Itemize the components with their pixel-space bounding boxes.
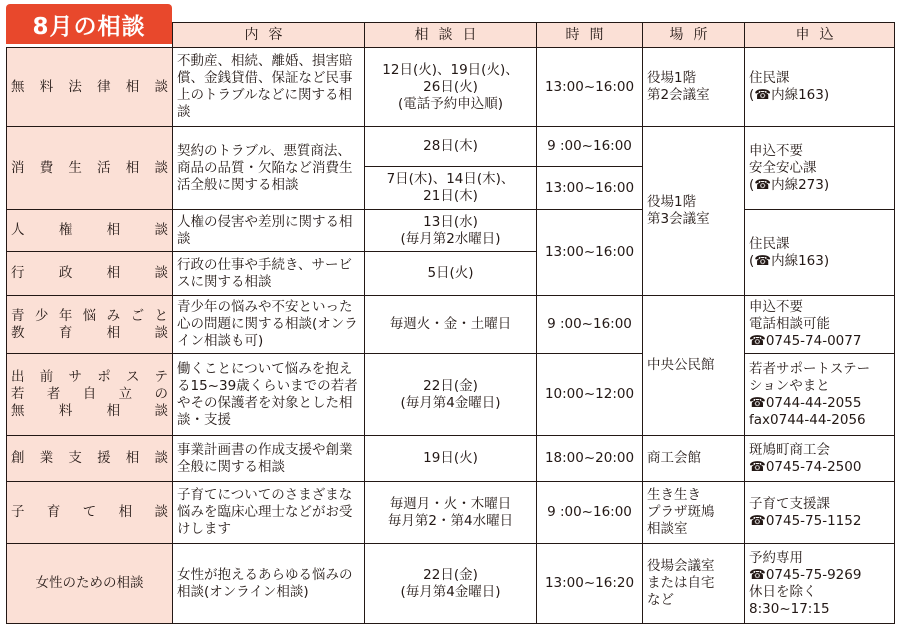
apply-line: 住民課 [749,70,790,86]
content-cell: 契約のトラブル、悪質商法、商品の品質・欠陥など消費生活全般に関する相談 [173,127,365,210]
place-line: プラザ斑鳩 [647,504,715,520]
apply-cell [745,127,895,210]
category-label: 女性のための相談 [35,575,144,591]
place-cell [643,296,745,436]
date-cell [365,48,537,127]
apply-line: ☎0745-74-2500 [749,458,862,475]
content-cell: 人権の侵害や差別に関する相談 [173,210,365,252]
date-line: (毎月第4金曜日) [400,394,501,411]
apply-line: 斑鳩町商工会 [749,441,830,458]
time-cell: 18:00~20:00 [537,436,643,482]
date-line: 毎週月・火・木曜日 [389,495,512,512]
date-line: 7日(木)、14日(木)、 [386,171,515,187]
time-cell: 13:00~16:00 [537,210,643,296]
date-cell [365,354,537,436]
header-time: 時間 [537,23,643,48]
apply-line: ションやまと [749,377,830,394]
place-line: 第3会議室 [647,211,710,227]
category-label: 人権相談 [11,222,168,238]
content-cell: 子育てについてのさまざまな悩みを臨床心理士などがお受けします [173,482,365,544]
date-cell [365,482,537,544]
date-cell [365,544,537,624]
time-cell: 9 :00~16:00 [537,482,643,544]
apply-cell [745,210,895,296]
date-line: 26日(火) [423,78,478,95]
time-cell: 13:00~16:00 [537,167,643,210]
place-cell [643,48,745,127]
time-cell: 9 :00~16:00 [537,127,643,167]
time-cell: 10:00~12:00 [537,354,643,436]
category-label: 創業支援相談 [11,450,168,466]
category-label: 出前サポステ [11,369,168,385]
category-cell [7,210,173,252]
date-line: 毎月第2・第4水曜日 [387,512,514,529]
place-cell [643,482,745,544]
date-cell [365,210,537,252]
apply-cell [745,48,895,127]
place-line: 生き生き [647,487,701,503]
place-line: 第2会議室 [647,87,710,103]
consultation-table [6,22,895,624]
table-row [7,354,895,436]
apply-line: 予約専用 [749,549,803,566]
header-apply: 申込 [745,23,895,48]
place-line: または自宅 [647,575,715,591]
date-line: (電話予約申込順) [397,95,504,112]
category-label: 若者自立の [11,386,168,402]
apply-line: 8:30~17:15 [749,600,830,617]
date-line: 13日(水) [423,213,478,230]
page-title: 8月の相談 [6,4,172,44]
category-label: 子育て相談 [11,504,168,520]
apply-cell [745,436,895,482]
table-row [7,210,895,252]
apply-line: 安全安心課 [749,159,817,176]
time-cell: 9 :00~16:00 [537,296,643,354]
apply-line: fax0744-44-2056 [749,411,866,428]
date-line: 21日(木) [423,188,478,204]
category-label: 消費生活相談 [11,159,168,176]
apply-line: ☎0745-75-1152 [749,512,862,529]
apply-line: (☎内線163) [749,87,830,103]
apply-line: 子育て支援課 [749,495,830,512]
date-line: 22日(金) [423,377,478,394]
time-cell: 13:00~16:20 [537,544,643,624]
place-line: 役場会議室 [647,558,715,574]
apply-cell [745,544,895,624]
category-cell [7,296,173,354]
table-row [7,482,895,544]
date-line: 5日(火) [427,265,474,281]
apply-line: ☎0744-44-2055 [749,394,862,411]
header-date: 相談日 [365,23,537,48]
apply-cell [745,296,895,354]
apply-line: 若者サポートステー [749,360,871,377]
apply-line: 申込不要 [749,299,803,315]
place-line: 中央公民館 [647,357,715,373]
date-cell [365,127,537,167]
date-line: (毎月第4金曜日) [400,583,501,600]
category-cell [7,544,173,624]
category-cell [7,48,173,127]
category-label: 無料法律相談 [11,78,168,95]
date-cell [365,167,537,210]
place-cell [643,436,745,482]
category-cell [7,436,173,482]
place-line: 役場1階 [647,194,697,210]
date-line: 28日(木) [423,138,478,154]
category-label: 教育相談 [11,324,168,341]
date-cell [365,252,537,296]
header-place: 場所 [643,23,745,48]
category-cell [7,354,173,436]
apply-line: ☎0745-75-9269 [749,566,862,583]
place-line: など [647,592,674,608]
apply-line: 住民課 [749,235,790,252]
apply-line: 休日を除く [749,583,817,600]
place-cell [643,544,745,624]
table-row [7,296,895,354]
date-line: 毎週火・金・土曜日 [389,316,512,332]
apply-line: ☎0745-74-0077 [749,333,862,349]
apply-line: (☎内線163) [749,252,830,269]
header-content: 内容 [173,23,365,48]
content-cell: 不動産、相続、離婚、損害賠償、金銭貸借、保証など民事上のトラブルなどに関する相談 [173,48,365,127]
date-line: 19日(火) [423,450,478,466]
content-cell: 働くことについて悩みを抱える15~39歳くらいまでの若者やその保護者を対象とした相談・支援 [173,354,365,436]
table-row [7,544,895,624]
date-line: (毎月第2水曜日) [400,230,501,247]
table-row [7,436,895,482]
category-cell [7,252,173,296]
apply-line: 申込不要 [749,142,803,159]
place-cell [643,127,745,296]
category-label: 青少年悩みごと [11,307,168,324]
content-cell: 事業計画書の作成支援や創業全般に関する相談 [173,436,365,482]
place-line: 商工会館 [647,450,701,466]
content-cell: 行政の仕事や手続き、サービスに関する相談 [173,252,365,296]
date-line: 22日(金) [423,566,478,583]
date-line: 12日(火)、19日(火)、 [382,61,519,78]
place-line: 相談室 [647,521,688,537]
category-cell [7,127,173,210]
category-label: 行政相談 [11,265,168,281]
table-row [7,48,895,127]
apply-cell [745,482,895,544]
category-cell [7,482,173,544]
content-cell: 青少年の悩みや不安といった心の問題に関する相談(オンライン相談も可) [173,296,365,354]
content-cell: 女性が抱えるあらゆる悩みの相談(オンライン相談) [173,544,365,624]
table-row [7,127,895,167]
apply-cell [745,354,895,436]
place-line: 役場1階 [647,70,697,86]
category-label: 無料相談 [11,403,168,419]
apply-line: 電話相談可能 [749,316,830,332]
date-cell [365,296,537,354]
time-cell: 13:00~16:00 [537,48,643,127]
apply-line: (☎内線273) [749,176,830,193]
date-cell [365,436,537,482]
